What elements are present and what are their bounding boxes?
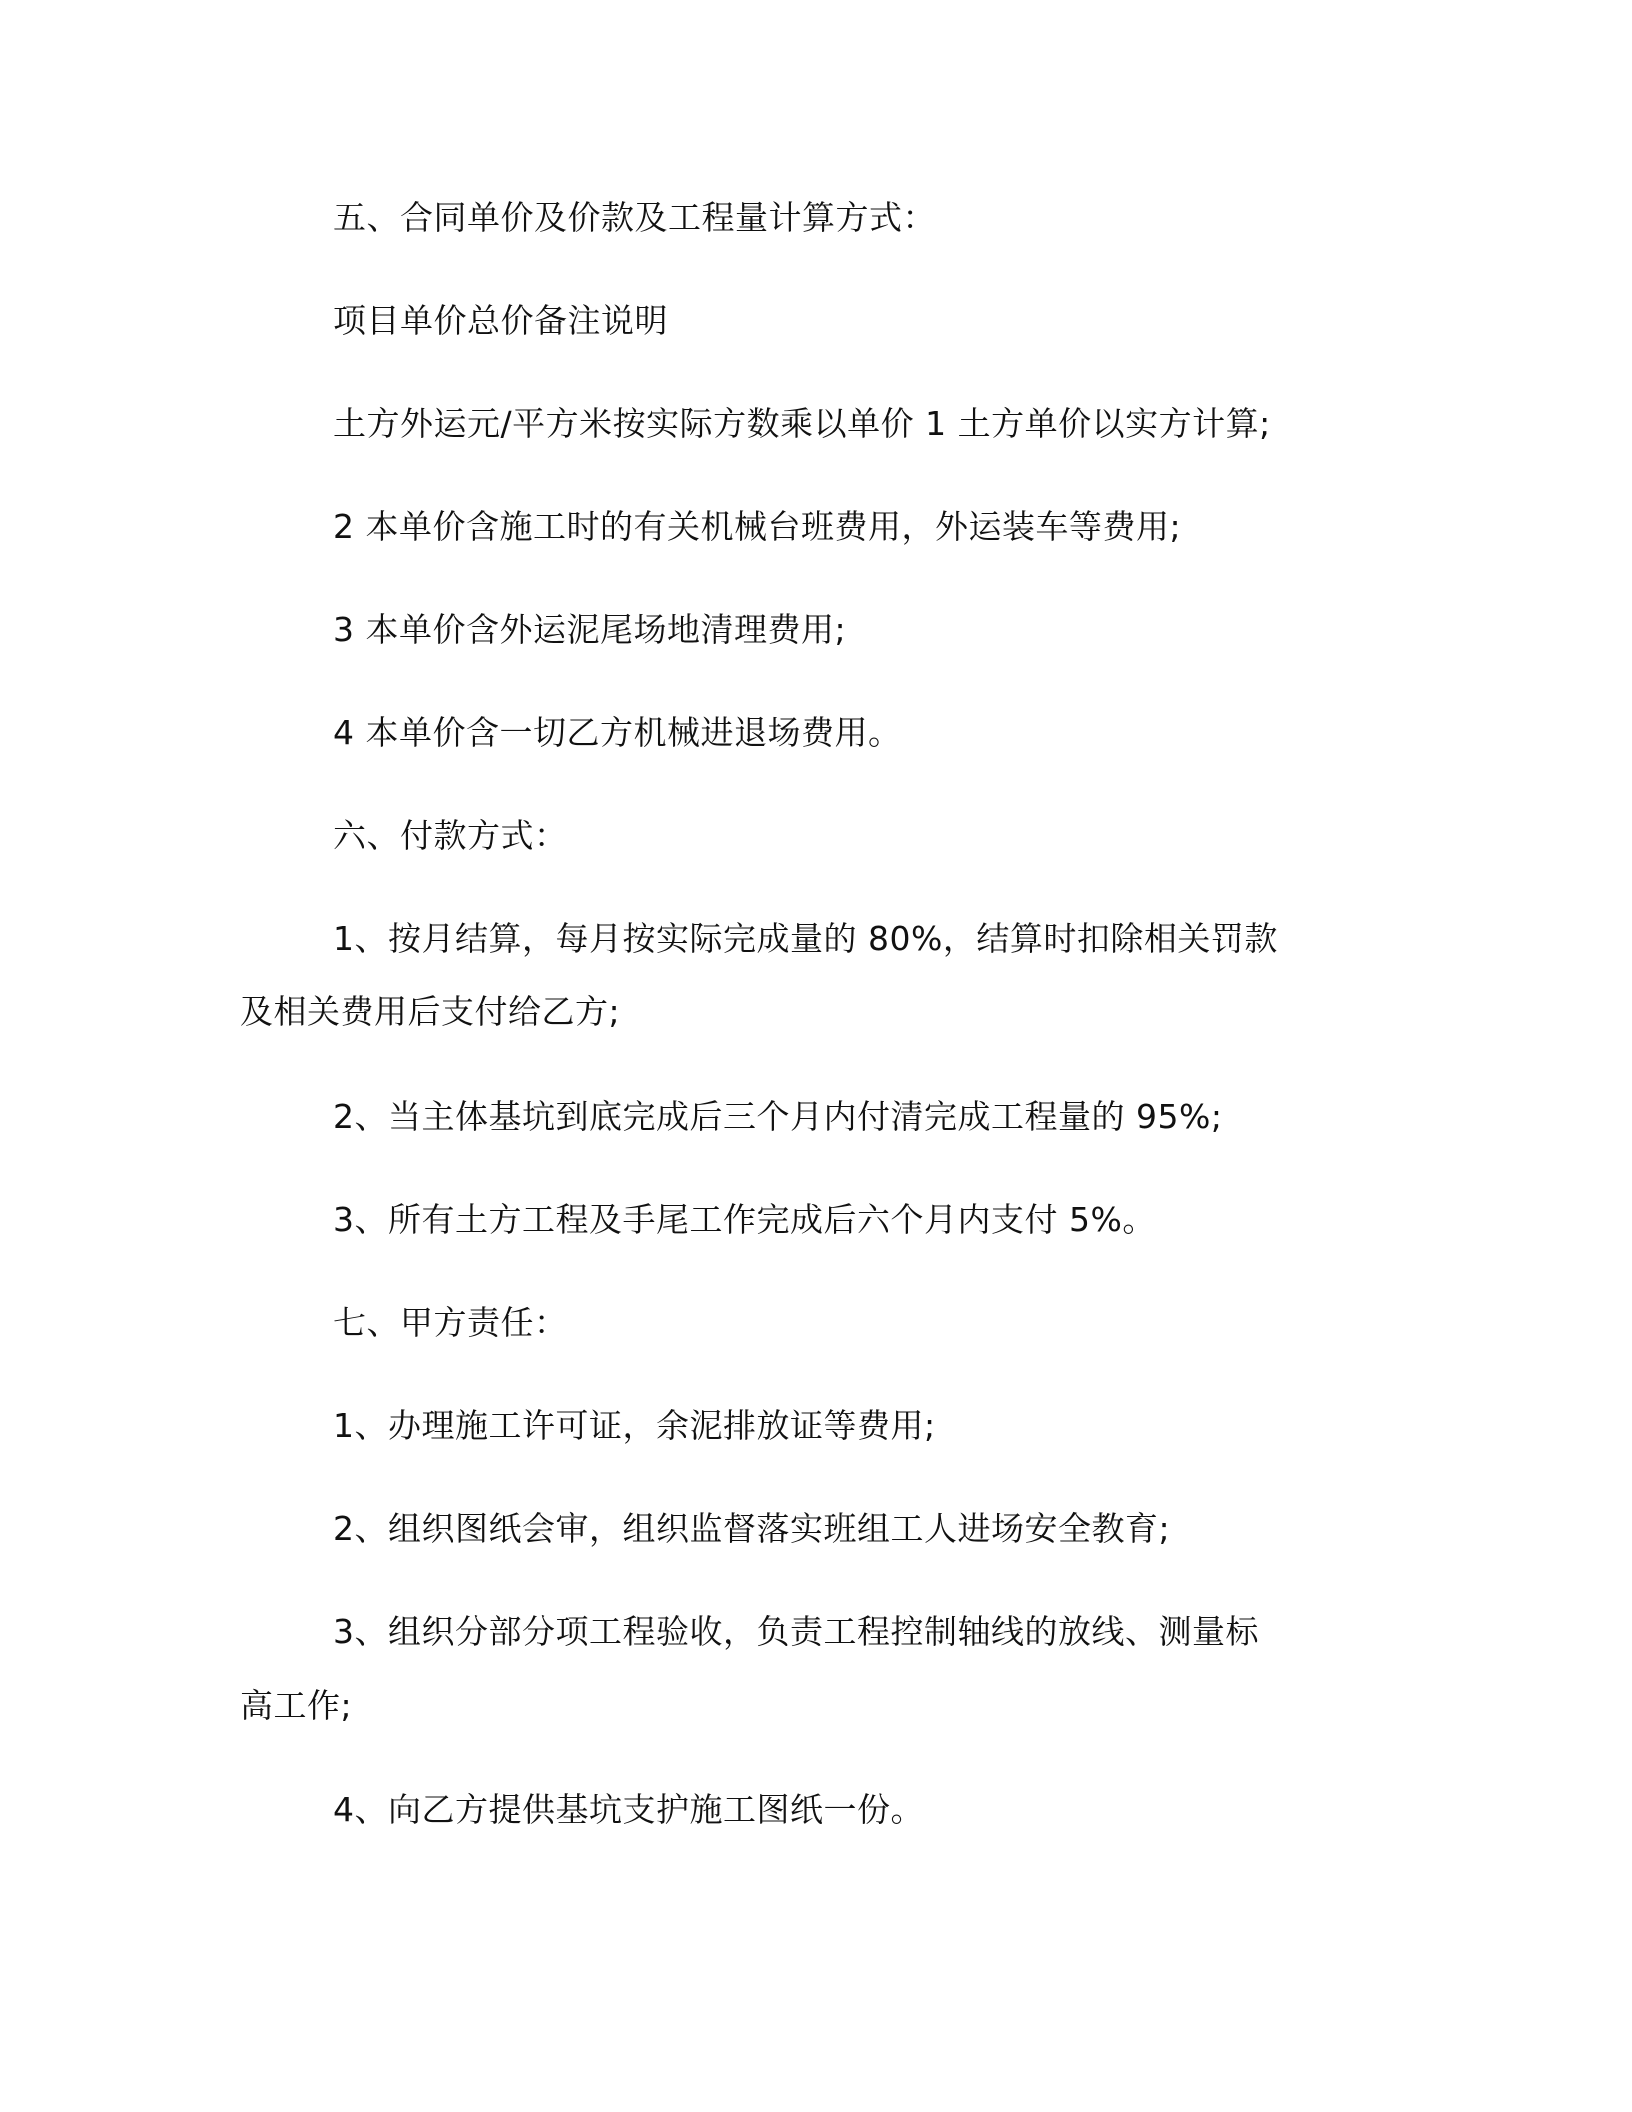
section-heading-contract-price: 五、合同单价及价款及工程量计算方式：	[333, 198, 936, 237]
price-note-3: 3 本单价含外运泥尾场地清理费用;	[333, 610, 847, 649]
price-note-4: 4 本单价含一切乙方机械进退场费用。	[333, 713, 902, 752]
price-note-2: 2 本单价含施工时的有关机械台班费用，外运装车等费用;	[333, 507, 1182, 546]
duty-item-1: 1、办理施工许可证，余泥排放证等费用;	[333, 1406, 936, 1445]
payment-item-1-line-2: 及相关费用后支付给乙方;	[240, 992, 621, 1031]
section-heading-payment: 六、付款方式：	[333, 816, 568, 855]
section-heading-party-a-duties: 七、甲方责任：	[333, 1303, 568, 1342]
payment-item-1-line-1: 1、按月结算，每月按实际完成量的 80%，结算时扣除相关罚款	[333, 919, 1278, 958]
table-header-line: 项目单价总价备注说明	[333, 301, 668, 340]
duty-item-2: 2、组织图纸会审，组织监督落实班组工人进场安全教育;	[333, 1509, 1171, 1548]
duty-item-3-line-1: 3、组织分部分项工程验收，负责工程控制轴线的放线、测量标	[333, 1612, 1259, 1651]
duty-item-4: 4、向乙方提供基坑支护施工图纸一份。	[333, 1790, 924, 1829]
payment-item-3: 3、所有土方工程及手尾工作完成后六个月内支付 5%。	[333, 1200, 1156, 1239]
duty-item-3-line-2: 高工作;	[240, 1686, 353, 1725]
price-item-earth-transport: 土方外运元/平方米按实际方数乘以单价 1 土方单价以实方计算;	[333, 404, 1271, 443]
payment-item-2: 2、当主体基坑到底完成后三个月内付清完成工程量的 95%;	[333, 1097, 1223, 1136]
